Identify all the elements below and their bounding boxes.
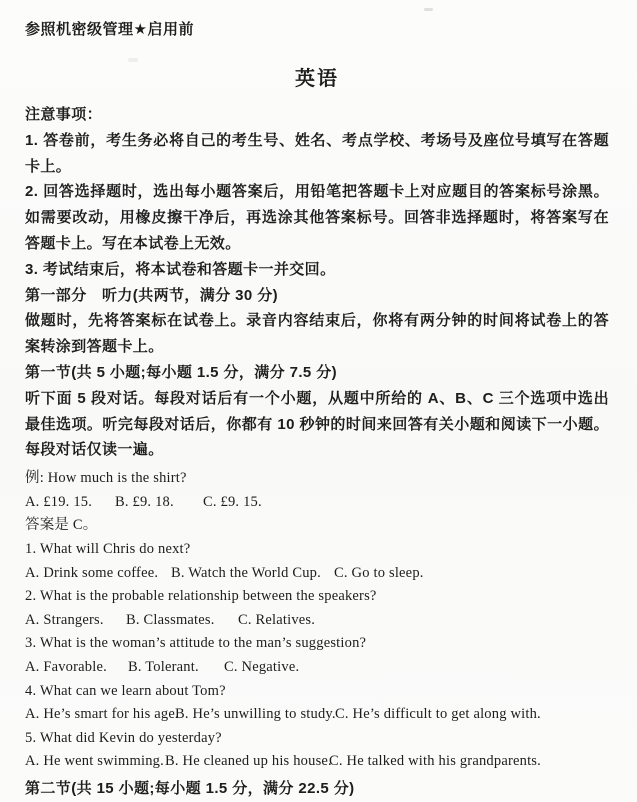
example-option-b: B. £9. 18.	[115, 493, 174, 510]
question-3-text: 3. What is the woman’s attitude to the man’s suggestion?	[25, 635, 367, 652]
question-4-options-row	[25, 703, 609, 727]
question-5-option-b: B. He cleaned up his house.	[165, 753, 332, 770]
question-1-options-row	[25, 562, 609, 586]
classification-banner: 参照机密级管理★启用前	[25, 21, 194, 38]
example-answer: 答案是 C。	[25, 517, 98, 534]
question-4-option-a: A. He’s smart for his age.	[25, 706, 179, 723]
question-1-option-b: B. Watch the World Cup.	[171, 564, 321, 581]
question-1-option-c: C. Go to sleep.	[334, 564, 424, 581]
question-3-option-a: A. Favorable.	[25, 658, 107, 675]
scan-artifact	[424, 8, 433, 11]
question-2-option-b: B. Classmates.	[126, 611, 215, 628]
question-2-option-c: C. Relatives.	[238, 611, 316, 628]
page-title: 英语	[295, 68, 339, 90]
example-option-c: C. £9. 15.	[203, 493, 262, 510]
notice-item-2: 2. 回答选择题时，选出每小题答案后，用铅笔把答题卡上对应题目的答案标号涂黑。如需要改动，用橡皮擦干净后，再选涂其他答案标号。回答非选择题时，将答案写在答题卡上。写在本试卷上无效。	[25, 183, 609, 252]
question-2-text: 2. What is the probable relationship between the speakers?	[25, 588, 377, 605]
question-1-option-a: A. Drink some coffee.	[25, 564, 159, 581]
section1-instructions: 听下面 5 段对话。每段对话后有一个小题，从题中所给的 A、B、C 三个选项中选出最佳选项。听完每段对话后，你都有 10 秒钟的时间来回答有关小题和阅读下一小题。每段对话仅读一遍。	[25, 389, 609, 459]
question-5-option-c: C. He talked with his grandparents.	[329, 753, 541, 770]
notice-heading: 注意事项：	[25, 106, 103, 123]
question-4-option-b: B. He’s unwilling to study.	[175, 706, 336, 723]
example-option-a: A. £19. 15.	[25, 493, 93, 510]
question-1-text: 1. What will Chris do next?	[25, 540, 191, 557]
question-3-option-c: C. Negative.	[224, 658, 300, 675]
scan-artifact	[128, 58, 138, 62]
example-options-row	[25, 491, 609, 515]
notice-item-3: 3. 考试结束后，将本试卷和答题卡一并交回。	[25, 260, 336, 278]
part1-instructions: 做题时，先将答案标在试卷上。录音内容结束后，你将有两分钟的时间将试卷上的答案转涂到答题卡上。	[25, 312, 609, 356]
section2-heading: 第二节(共 15 小题;每小题 1.5 分，满分 22.5 分)	[25, 779, 355, 797]
question-2-options-row	[25, 609, 609, 633]
question-3-options-row	[25, 656, 609, 680]
notice-item-1: 1. 答卷前，考生务必将自己的考生号、姓名、考点学校、考场号及座位号填写在答题卡上。	[25, 131, 609, 175]
question-5-option-a: A. He went swimming.	[25, 753, 164, 770]
example-question: 例: How much is the shirt?	[25, 470, 187, 487]
question-4-option-c: C. He’s difficult to get along with.	[335, 706, 541, 723]
question-5-options-row	[25, 750, 609, 774]
question-3-option-b: B. Tolerant.	[128, 658, 199, 675]
question-2-option-a: A. Strangers.	[25, 611, 104, 628]
section1-heading: 第一节(共 5 小题;每小题 1.5 分，满分 7.5 分)	[25, 363, 338, 381]
question-4-text: 4. What can we learn about Tom?	[25, 682, 226, 699]
part1-heading: 第一部分 听力(共两节，满分 30 分)	[25, 286, 279, 304]
question-5-text: 5. What did Kevin do yesterday?	[25, 729, 222, 746]
